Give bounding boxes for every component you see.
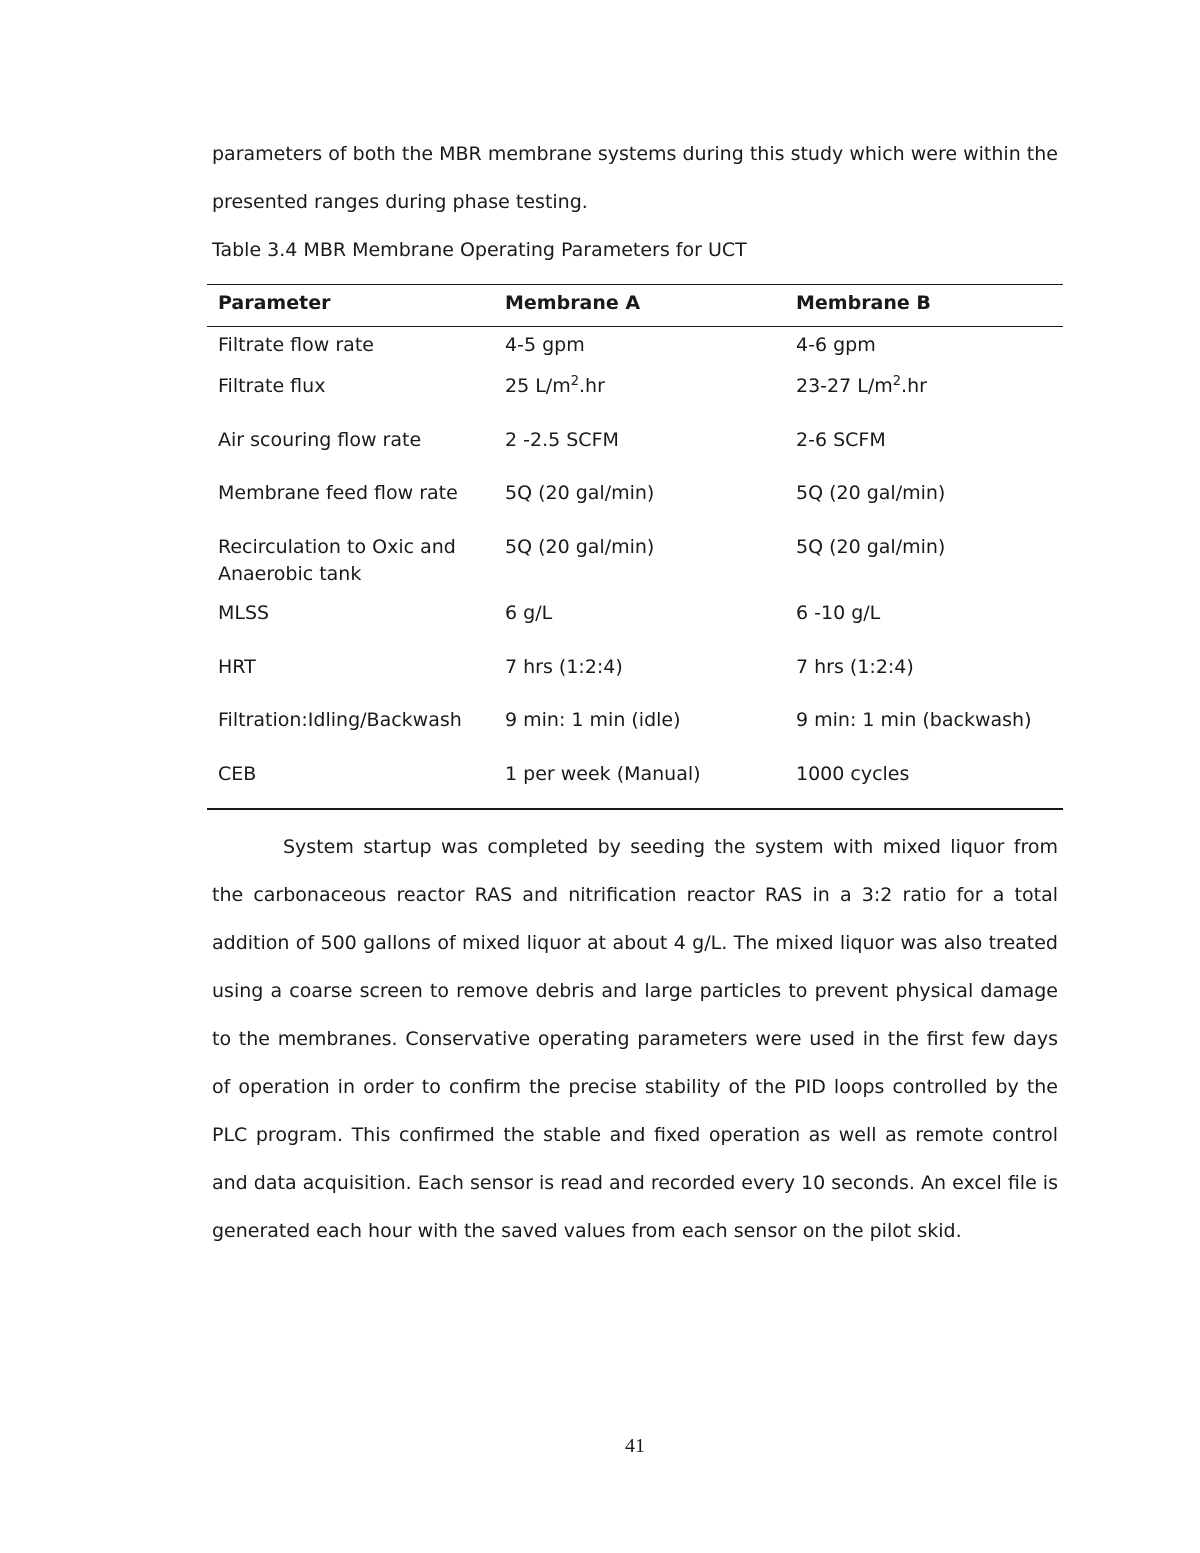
intro-text: parameters of both the MBR membrane systems during this study which were within the presented ranges during phase testing.: [212, 143, 1058, 213]
table-cell: Membrane feed flow rate: [218, 482, 458, 504]
table-cell: CEB: [218, 763, 257, 785]
table-cell: 9 min: 1 min (backwash): [796, 709, 1032, 731]
table-cell: 6 g/L: [505, 602, 553, 624]
table-cell: 4-6 gpm: [796, 334, 876, 356]
table-top-rule: [207, 284, 1063, 285]
table-cell: 5Q (20 gal/min): [796, 482, 946, 504]
table-cell: 2 -2.5 SCFM: [505, 429, 619, 451]
table-header-membrane-a: Membrane A: [505, 292, 641, 314]
table-header-rule: [207, 326, 1063, 327]
table-cell: Anaerobic tank: [218, 563, 362, 585]
table-cell: 5Q (20 gal/min): [505, 536, 655, 558]
table-cell: HRT: [218, 656, 256, 678]
table-header-membrane-b: Membrane B: [796, 292, 931, 314]
body-text: System startup was completed by seeding the system with mixed liquor from the carbonaceous reactor RAS and nitrification reactor RAS in a 3:2 ratio for a total addition of 500 gallons of mixed liquor at about 4 g/L. The mixed liquor was also treated using a coarse screen to remove debris and large particles to prevent physical damage to the membranes. Conservative operating parameters were used in the first few days of operation in order to confirm the precise stability of the PID loops controlled by the PLC program. This confirmed the stable and fixed operation as well as remote control and data acquisition. Each sensor is read and recorded every 10 seconds. An excel file is generated each hour with the saved values from each sensor on the pilot skid.: [212, 836, 1058, 1242]
table-cell-flux-b: 23-27 $L/m^2.hr$: [796, 374, 927, 397]
table-cell: 7 hrs (1:2:4): [505, 656, 623, 678]
table-cell: 1 per week (Manual): [505, 763, 701, 785]
table-cell-flux-a: 25 $L/m^2.hr$: [505, 374, 605, 397]
table-caption: Table 3.4 MBR Membrane Operating Parameters for UCT: [212, 239, 747, 261]
table-cell: Filtration:Idling/Backwash: [218, 709, 462, 731]
table-cell: MLSS: [218, 602, 270, 624]
table-cell: 2-6 SCFM: [796, 429, 886, 451]
table-cell: 5Q (20 gal/min): [796, 536, 946, 558]
table-cell: Air scouring flow rate: [218, 429, 422, 451]
table-cell: Filtrate flux: [218, 375, 326, 397]
table-header-parameter: Parameter: [218, 292, 331, 314]
table-cell: 9 min: 1 min (idle): [505, 709, 681, 731]
table-cell: 7 hrs (1:2:4): [796, 656, 914, 678]
table-cell: 5Q (20 gal/min): [505, 482, 655, 504]
table-cell: 1000 cycles: [796, 763, 910, 785]
page-number: 41: [625, 1435, 645, 1457]
table-bottom-rule: [207, 808, 1063, 810]
table-cell: Filtrate flow rate: [218, 334, 374, 356]
body-paragraph: [212, 823, 1058, 1255]
table-cell: Recirculation to Oxic and: [218, 536, 456, 558]
table-cell: 4-5 gpm: [505, 334, 585, 356]
intro-paragraph: [212, 130, 1058, 226]
table-cell: 6 -10 g/L: [796, 602, 881, 624]
